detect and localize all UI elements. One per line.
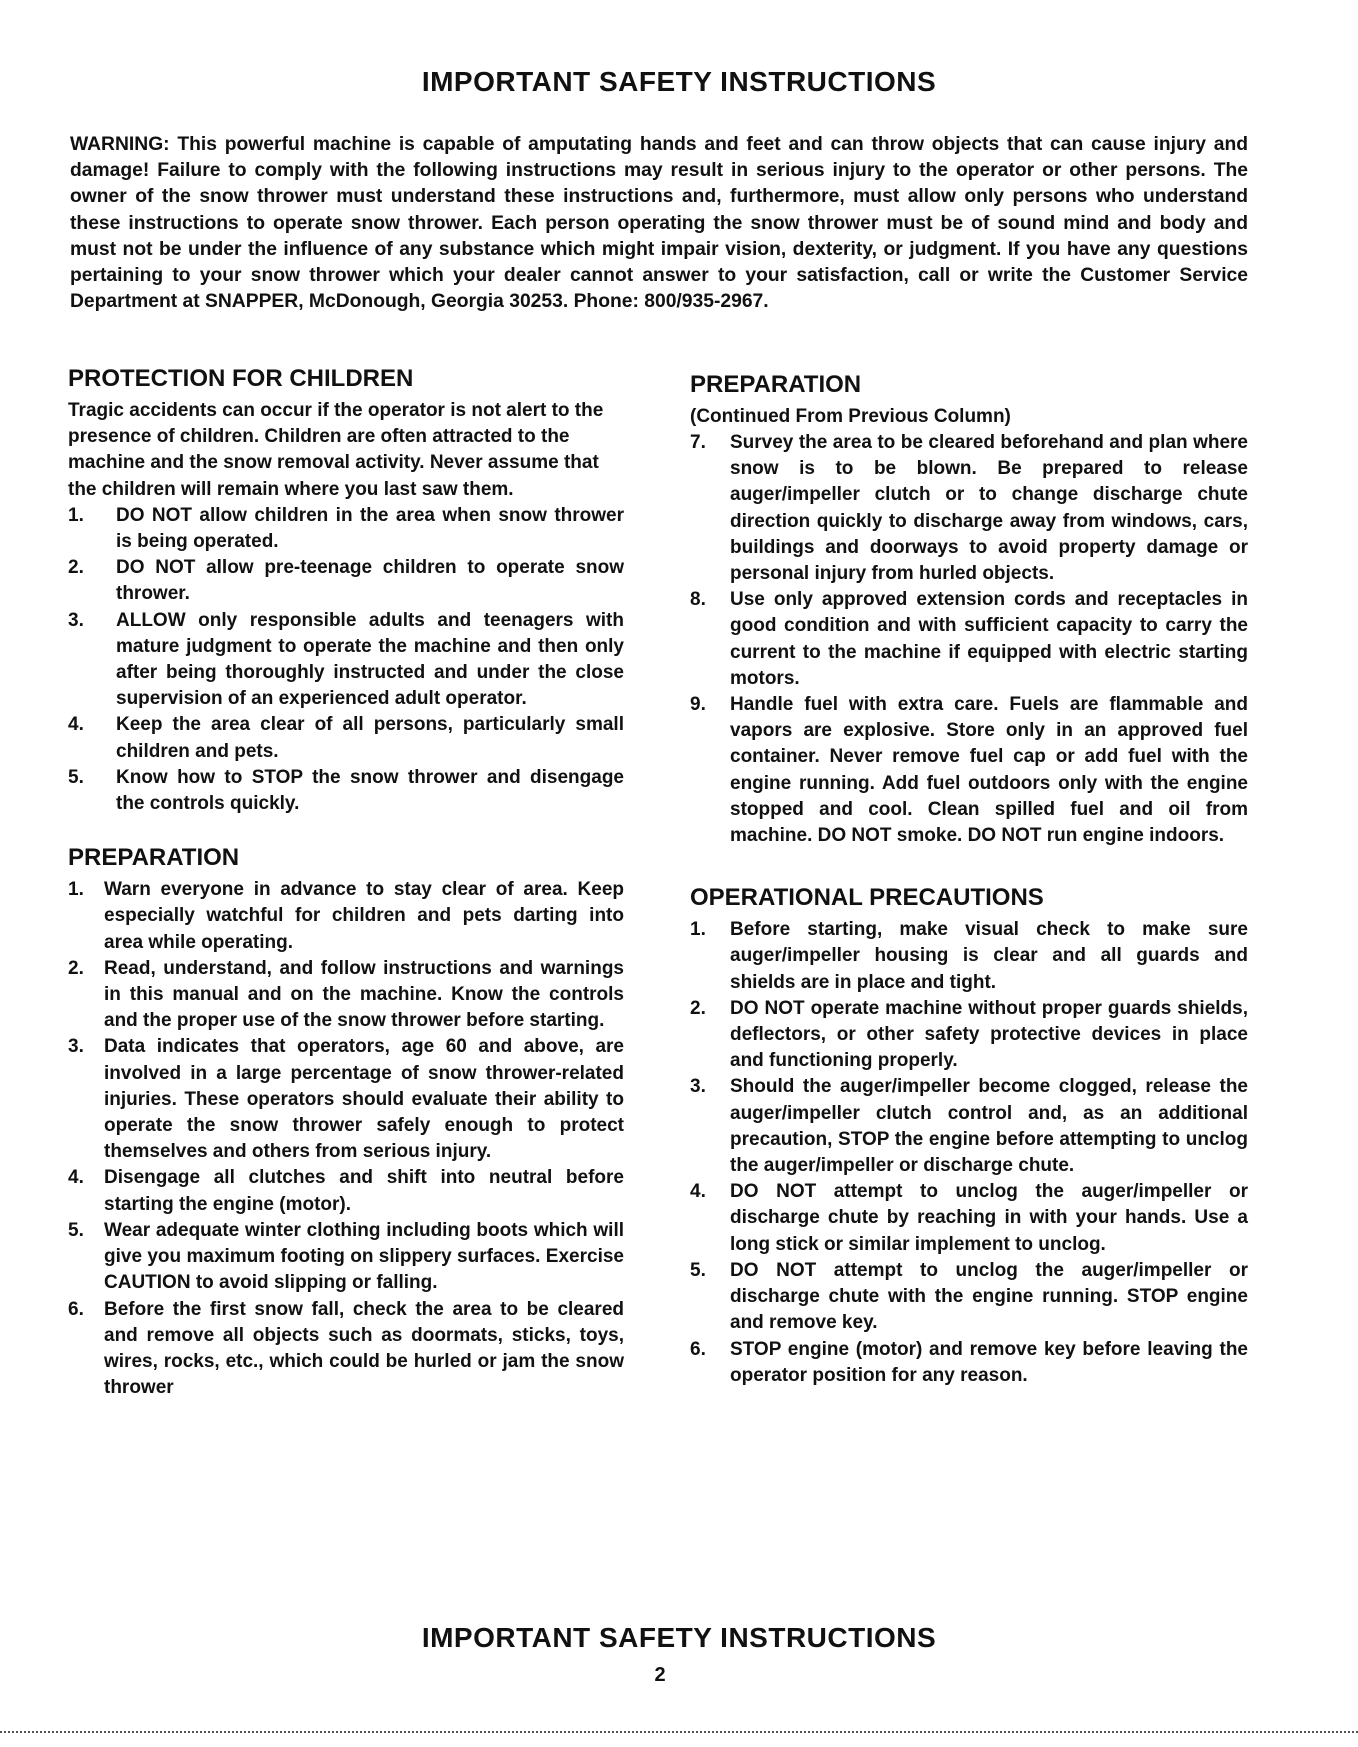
- item-text: Handle fuel with extra care. Fuels are flammable and vapors are explosive. Store only in an approved fuel container. Never remove fuel cap or add fuel with the engine running. Add fuel outdoors only with the engine stopped and cool. Clean spilled fuel and oil from machine. DO NOT smoke. DO NOT run engine indoors.: [730, 694, 1248, 847]
- bottom-rule: [0, 1731, 1358, 1733]
- list-item: [68, 555, 624, 607]
- item-text: Keep the area clear of all persons, particularly small children and pets.: [116, 714, 624, 762]
- list-item: [690, 996, 1248, 1075]
- item-number: 2.: [690, 997, 706, 1019]
- item-number: 1.: [68, 879, 84, 901]
- item-number: 1.: [68, 504, 84, 526]
- section-heading-preparation-continued: PREPARATION: [690, 371, 862, 398]
- item-text: Survey the area to be cleared beforehand and plan where snow is to be blown. Be prepared to release auger/impeller clutch or to change discharge chute direction quickly to discharge away from windows, cars, buildings and doorways to avoid property damage or personal injury from hurled objects.: [730, 432, 1248, 585]
- section-subtitle-continued: (Continued From Previous Column): [690, 406, 1011, 427]
- page-title: IMPORTANT SAFETY INSTRUCTIONS: [421, 66, 937, 97]
- list-item: [68, 877, 624, 956]
- item-number: 7.: [690, 432, 706, 453]
- preparation-continued-list: [690, 430, 1248, 849]
- footer-title: IMPORTANT SAFETY INSTRUCTIONS: [421, 1622, 937, 1653]
- item-number: 4.: [690, 1181, 706, 1203]
- list-item: [690, 1258, 1248, 1337]
- list-item: [68, 608, 624, 713]
- item-text: DO NOT allow pre-teenage children to operate snow thrower.: [116, 557, 624, 605]
- item-number: 3.: [68, 1036, 84, 1058]
- item-text: DO NOT operate machine without proper guards shields, deflectors, or other safety protective devices in place and functioning properly.: [730, 997, 1248, 1072]
- item-text: Should the auger/impeller become clogged, release the auger/impeller clutch control and, as an additional precaution, STOP the engine before attempting to unclog the auger/impeller or discharge chute.: [730, 1076, 1248, 1177]
- item-text: DO NOT attempt to unclog the auger/impeller or discharge chute by reaching in with your hands. Use a long stick or similar implement to unclog.: [730, 1181, 1248, 1255]
- item-number: 5.: [690, 1259, 706, 1281]
- item-number: 8.: [690, 589, 706, 611]
- item-number: 9.: [690, 694, 706, 716]
- list-item: [690, 1074, 1248, 1179]
- section-heading-protection-for-children: PROTECTION FOR CHILDREN: [68, 365, 414, 392]
- list-item: [690, 917, 1248, 996]
- item-text: Before starting, make visual check to make sure auger/impeller housing is clear and all guards and shields are in place and tight.: [730, 919, 1248, 993]
- item-text: Before the first snow fall, check the area to be cleared and remove all objects such as doormats, sticks, toys, wires, rocks, etc., which could be hurled or jam the snow thrower: [104, 1298, 624, 1399]
- operational-precautions-list: [690, 917, 1248, 1389]
- list-item: [68, 712, 624, 764]
- item-number: 1.: [690, 919, 706, 941]
- item-number: 4.: [68, 1167, 84, 1189]
- section-spacer: [690, 849, 1248, 883]
- list-item: [68, 1034, 624, 1165]
- item-text: Data indicates that operators, age 60 and above, are involved in a large percentage of snow thrower-related injuries. These operators should evaluate their ability to operate the snow thrower safely enough to protect themselves and others from serious injury.: [104, 1036, 624, 1163]
- section-spacer: [68, 817, 624, 843]
- item-text: DO NOT attempt to unclog the auger/impeller or discharge chute with the engine running. STOP engine and remove key.: [730, 1259, 1248, 1334]
- page-number: 2: [654, 1664, 666, 1686]
- item-number: 4.: [68, 714, 84, 736]
- list-item: [690, 587, 1248, 692]
- protection-for-children-list: [68, 503, 624, 817]
- item-number: 2.: [68, 957, 84, 979]
- right-column: [690, 370, 1248, 1389]
- section-heading-operational-precautions: OPERATIONAL PRECAUTIONS: [690, 884, 1044, 912]
- list-item: [690, 1179, 1248, 1258]
- left-column: [68, 364, 624, 1401]
- section-intro-protection-for-children: Tragic accidents can occur if the operator is not alert to the presence of children. Children are often attracted to the machine and the snow removal activity. Never assume that the children will remain where you last saw them.: [68, 400, 604, 500]
- item-text: Know how to STOP the snow thrower and disengage the controls quickly.: [116, 766, 624, 815]
- item-number: 5.: [68, 1219, 84, 1241]
- list-item: [68, 1165, 624, 1217]
- list-item: [68, 765, 624, 817]
- preparation-list: [68, 877, 624, 1401]
- list-item: [68, 503, 624, 555]
- warning-paragraph: WARNING: This powerful machine is capable of amputating hands and feet and can throw objects that can cause injury and damage! Failure to comply with the following instructions may result in serious injury to the operator or other persons. The owner of the snow thrower must understand these instructions and, furthermore, must allow only persons who understand these instructions to operate snow thrower. Each person operating the snow thrower must be of sound mind and body and must not be under the influence of any substance which might impair vision, dexterity, or judgment. If you have any questions pertaining to your snow thrower which your dealer cannot answer to your satisfaction, call or write the Customer Service Department at SNAPPER, McDonough, Georgia 30253. Phone: 800/935-2967.: [70, 134, 1248, 313]
- item-number: 6.: [690, 1338, 706, 1360]
- item-number: 3.: [690, 1076, 706, 1098]
- list-item: [690, 1337, 1248, 1389]
- list-item: [690, 430, 1248, 587]
- item-text: Disengage all clutches and shift into neutral before starting the engine (motor).: [104, 1167, 624, 1215]
- item-number: 2.: [68, 557, 84, 579]
- item-number: 6.: [68, 1298, 84, 1320]
- list-item: [68, 956, 624, 1035]
- item-text: DO NOT allow children in the area when snow thrower is being operated.: [116, 504, 624, 553]
- item-text: Use only approved extension cords and receptacles in good condition and with sufficient capacity to carry the current to the machine if equipped with electric starting motors.: [730, 589, 1248, 689]
- list-item: [690, 692, 1248, 849]
- list-item: [68, 1297, 624, 1402]
- item-text: Wear adequate winter clothing including boots which will give you maximum footing on slippery surfaces. Exercise CAUTION to avoid slipping or falling.: [104, 1219, 624, 1294]
- item-text: Read, understand, and follow instructions and warnings in this manual and on the machine. Know the controls and the proper use of the snow thrower before starting.: [104, 957, 624, 1032]
- item-text: Warn everyone in advance to stay clear of area. Keep especially watchful for children and pets darting into area while operating.: [104, 879, 624, 953]
- item-text: STOP engine (motor) and remove key before leaving the operator position for any reason.: [730, 1338, 1248, 1386]
- list-item: [68, 1218, 624, 1297]
- item-number: 3.: [68, 609, 84, 631]
- item-number: 5.: [68, 766, 84, 788]
- item-text: ALLOW only responsible adults and teenagers with mature judgment to operate the machine and then only after being thoroughly instructed and under the close supervision of an experienced adult operator.: [116, 609, 624, 710]
- section-heading-preparation: PREPARATION: [68, 844, 240, 872]
